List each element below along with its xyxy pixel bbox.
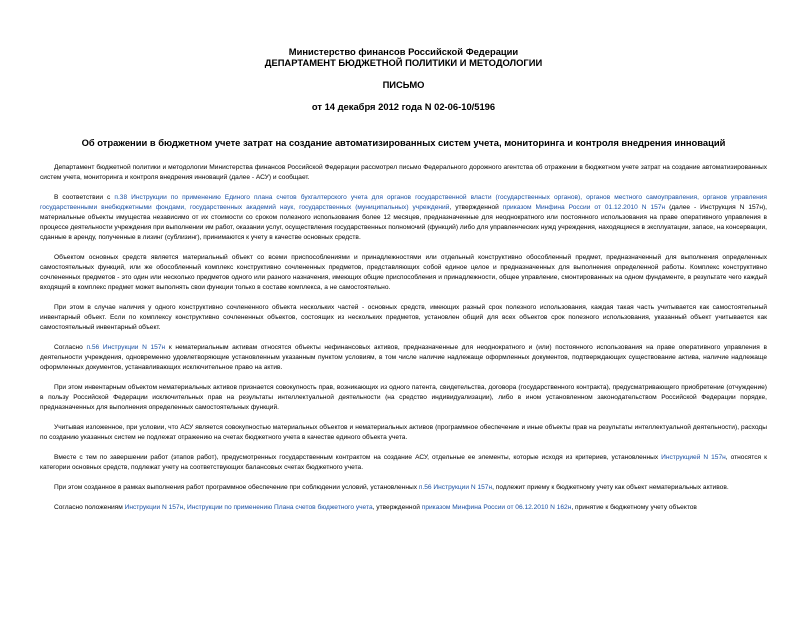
paragraph-7: Учитывая изложенное, при условии, что АСУ является совокупностью материальных объектов и нематериальных активов (программное обеспечение и иные объекты прав на результаты интеллектуальной деятельности), расходы по созданию указанных систем не подлежат отражению на счетах бюджетного учета в качестве единого объекта учета.	[40, 424, 767, 441]
paragraph-6: При этом инвентарным объектом нематериальных активов признается совокупность прав, возникающих из одного патента, свидетельства, договора (государственного контракта), предусматривающего приобретение (отчуждение) в пользу Российской Федерации исключительных прав на результаты интеллектуальной деятельности (на средство индивидуализации), либо в ином установленном законодательством Российской Федерации порядке, предназначенных для выполнения определенных самостоятельных функций.	[40, 384, 767, 411]
link-instruction-157n[interactable]: Инструкцией N 157н	[661, 454, 726, 461]
paragraph-text: Вместе с тем по завершении работ (этапов работ), предусмотренных государственным контрактом на создание АСУ, отдельные ее элементы, которые исходя из критериев, установленных	[54, 454, 662, 461]
paragraph-text: к нематериальным активам относятся объекты нефинансовых активов, предназначенные для неоднократного и (или) постоянного использования на праве оперативного управления в деятельности учреждения, одновременно удовлетворяющие установленным указанным пунктом условиям, в том числе наличие надлежаще оформленных документов, подтверждающих существование актива, наличие надлежаще оформленных документов, устанавливающих исключительное право на актив.	[40, 344, 767, 371]
paragraph-text: , утвержденной	[372, 504, 422, 511]
paragraph-5	[40, 343, 767, 373]
paragraph-text: , относятся к категории основных средств, подлежат учету на соответствующих балансовых счетах бюджетного учета.	[40, 454, 767, 471]
link-instruction-chart-of-accounts[interactable]: Инструкции по применению Плана счетов бюджетного учета	[186, 504, 373, 511]
paragraph-4: При этом в случае наличия у одного конструктивно сочлененного объекта нескольких частей - основных средств, имеющих разный срок полезного использования, каждая такая часть учитывается как самостоятельный инвентарный объект. Если по комплексу конструктивно сочлененных объектов, состоящих из нескольких предметов, установлен общий для всех объектов срок полезного использования, указанный объект учитывается как самостоятельный инвентарный объект.	[40, 304, 767, 331]
document-title: Об отражении в бюджетном учете затрат на создание автоматизированных систем учета, мониторинга и контроля внедрения инноваций	[81, 137, 726, 148]
department-name: ДЕПАРТАМЕНТ БЮДЖЕТНОЙ ПОЛИТИКИ И МЕТОДОЛОГИИ	[264, 57, 543, 68]
paragraph-text: (далее - Инструкция N 157н), материальные объекты имущества независимо от их стоимости со сроком полезного использования более 12 месяцев, предназначенные для неоднократного или постоянного использования на праве оперативного управления в процессе деятельности учреждения при выполнении им работ, оказании услуг, осуществления государственных полномочий (функций) либо для управленческих нужд учреждения, находящиеся в эксплуатации, запасе, на консервации, сданные в аренду, полученные в лизинг (сублизинг), принимаются к учету в качестве основных средств.	[40, 204, 767, 241]
paragraph-text: , утвержденной	[449, 204, 503, 211]
link-order-157n[interactable]: приказом Минфина России от 01.12.2010 N 157н	[502, 204, 666, 211]
link-instruction-157n[interactable]: Инструкции N 157н	[124, 504, 184, 511]
document-date-number: от 14 декабря 2012 года N 02-06-10/5196	[311, 101, 496, 112]
paragraph-10	[40, 503, 767, 513]
paragraph-text: , подлежит приему к бюджетному учету как объект нематериальных активов.	[492, 484, 729, 491]
paragraph-8	[40, 453, 767, 473]
link-instruction-p56[interactable]: п.56 Инструкции N 157н	[418, 484, 493, 491]
paragraph-3: Объектом основных средств является материальный объект со всеми приспособлениями и принадлежностями или отдельный конструктивно обособленный предмет, предназначенный для выполнения определенных самостоятельных функций, или же обособленный комплекс конструктивно сочлененных предметов, представляющих собой единое целое и предназначенных для выполнения определенной работы. Комплекс конструктивно сочлененных предметов - это один или несколько предметов одного или разного назначения, имеющих общие приспособления и принадлежности, общее управление, смонтированных на одном фундаменте, в результате чего каждый входящий в комплекс предмет может выполнять свои функции только в составе комплекса, а не самостоятельно.	[40, 254, 767, 291]
document-body	[40, 163, 767, 513]
paragraph-text: Согласно	[54, 344, 87, 351]
paragraph-9	[40, 483, 767, 493]
paragraph-text: ,	[183, 504, 187, 511]
document-page	[0, 46, 807, 617]
link-order-162n[interactable]: приказом Минфина России от 06.12.2010 N 162н	[421, 504, 572, 511]
ministry-name: Министерство финансов Российской Федерации	[288, 46, 519, 57]
paragraph-1: Департамент бюджетной политики и методологии Министерства финансов Российской Федерации рассмотрел письмо Федерального дорожного агентства об отражении в бюджетном учете затрат на создание автоматизированных систем учета, мониторинга и контроля внедрения инноваций (далее - АСУ) и сообщает.	[40, 164, 767, 181]
paragraph-text: Согласно положениям	[54, 504, 125, 511]
document-type: ПИСЬМО	[382, 79, 425, 90]
paragraph-2	[40, 193, 767, 243]
paragraph-text: При этом созданное в рамках выполнения работ программное обеспечение при соблюдении условий, установленных	[54, 484, 419, 491]
paragraph-text: , принятие к бюджетному учету объектов	[571, 504, 697, 511]
link-instruction-p56[interactable]: п.56 Инструкции N 157н	[86, 344, 166, 351]
paragraph-text: В соответствии с	[54, 194, 115, 201]
link-instruction-p38[interactable]: п.38 Инструкции по применению Единого плана счетов бухгалтерского учета для органов государственной власти (государственных органов), органов местного самоуправления, органов управления государственными внебюджетными фондами, государственных академий наук, государственных (муниципальных) учреждений	[40, 194, 768, 211]
